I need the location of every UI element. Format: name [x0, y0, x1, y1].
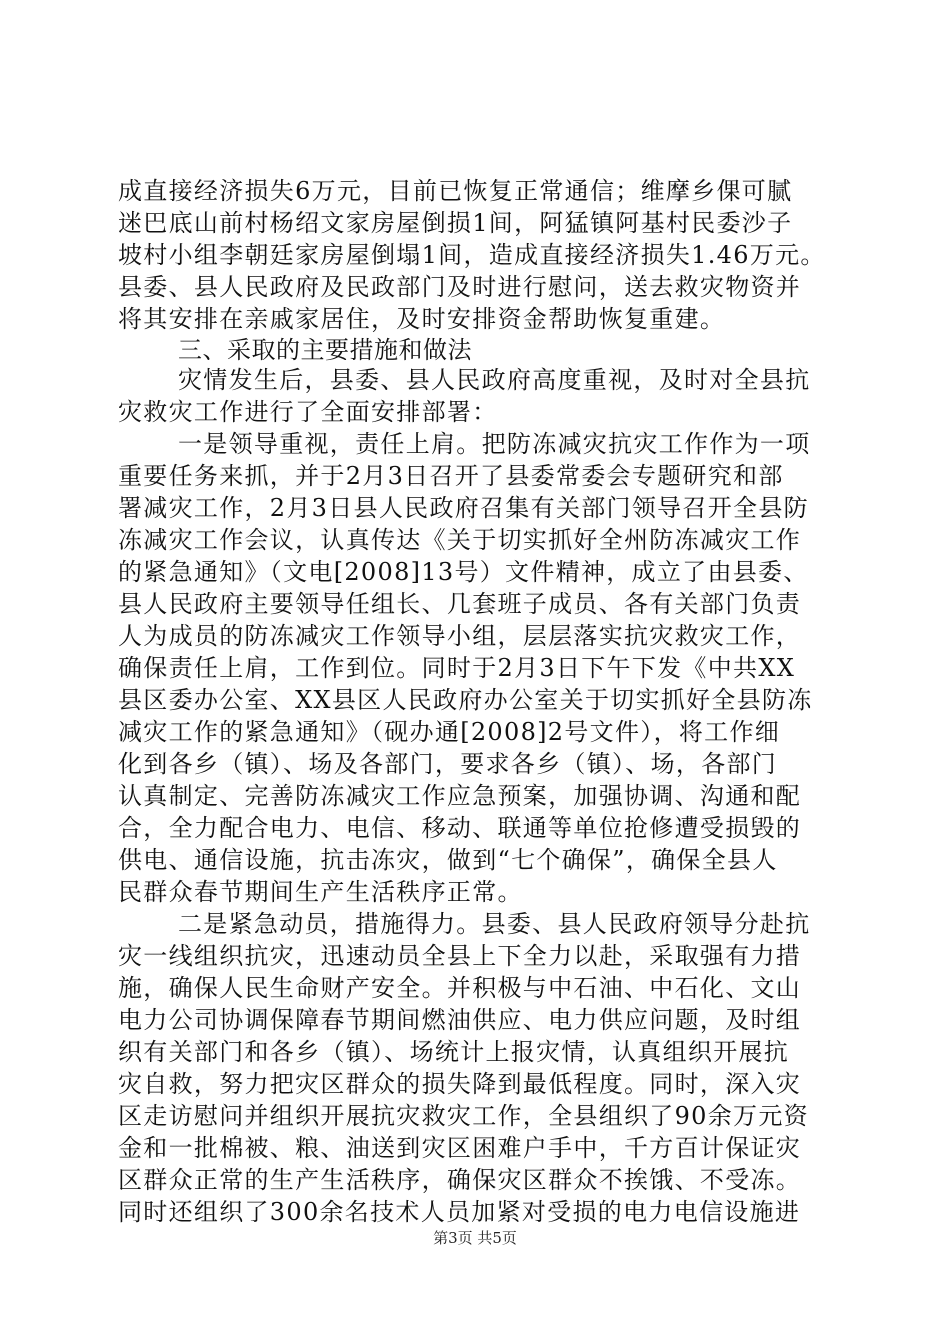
text-line: 施，确保人民生命财产安全。并积极与中石油、中石化、文山	[118, 974, 802, 1002]
text-line: 同时还组织了300余名技术人员加紧对受损的电力电信设施进	[118, 1198, 801, 1226]
text-line: 织有关部门和各乡（镇）、场统计上报灾情，认真组织开展抗	[118, 1038, 790, 1066]
page-number-footer: 第3页 共5页	[433, 1229, 517, 1247]
text-line: 区走访慰问并组织开展抗灾救灾工作，全县组织了90余万元资	[118, 1102, 809, 1130]
text-line: 认真制定、完善防冻减灾工作应急预案，加强协调、沟通和配	[118, 782, 802, 810]
text-line: 坡村小组李朝廷家房屋倒塌1间，造成直接经济损失1.46万元。	[118, 241, 826, 269]
text-line: 县区委办公室、XX县区人民政府办公室关于切实抓好全县防冻	[118, 686, 813, 714]
section-heading: 三、采取的主要措施和做法	[178, 336, 472, 364]
text-line: 二是紧急动员，措施得力。县委、县人民政府领导分赴抗	[178, 910, 811, 938]
text-line: 灾一线组织抗灾，迅速动员全县上下全力以赴，采取强有力措	[118, 942, 802, 970]
text-line: 确保责任上肩，工作到位。同时于2月3日下午下发《中共XX	[118, 654, 796, 682]
text-line: 县人民政府主要领导任组长、几套班子成员、各有关部门负责	[118, 590, 802, 618]
text-line: 人为成员的防冻减灾工作领导小组，层层落实抗灾救灾工作，	[118, 622, 802, 650]
text-line: 灾救灾工作进行了全面安排部署：	[118, 398, 498, 426]
text-line: 将其安排在亲戚家居住，及时安排资金帮助恢复重建。	[118, 305, 726, 333]
text-line: 灾自救，努力把灾区群众的损失降到最低程度。同时，深入灾	[118, 1070, 802, 1098]
text-line: 区群众正常的生产生活秩序，确保灾区群众不挨饿、不受冻。	[118, 1166, 802, 1194]
text-line: 供电、通信设施，抗击冻灾，做到“七个确保”，确保全县人	[118, 846, 778, 874]
text-line: 署减灾工作，2月3日县人民政府召集有关部门领导召开全县防	[118, 494, 809, 522]
text-line: 县委、县人民政府及民政部门及时进行慰问，送去救灾物资并	[118, 273, 802, 301]
text-line: 电力公司协调保障春节期间燃油供应、电力供应问题，及时组	[118, 1006, 802, 1034]
text-line: 的紧急通知》（文电[2008]13号）文件精神，成立了由县委、	[118, 558, 809, 586]
text-line: 迷巴底山前村杨绍文家房屋倒损1间，阿猛镇阿基村民委沙子	[118, 209, 793, 237]
text-line: 冻减灾工作会议，认真传达《关于切实抓好全州防冻减灾工作	[118, 526, 802, 554]
text-line: 金和一批棉被、粮、油送到灾区困难户手中，千方百计保证灾	[118, 1134, 802, 1162]
text-line: 民群众春节期间生产生活秩序正常。	[118, 878, 523, 906]
text-line: 成直接经济损失6万元，目前已恢复正常通信；维摩乡倮可腻	[118, 177, 793, 205]
text-line: 合，全力配合电力、电信、移动、联通等单位抢修遭受损毁的	[118, 814, 802, 842]
text-line: 重要任务来抓，并于2月3日召开了县委常委会专题研究和部	[118, 462, 784, 490]
text-line: 化到各乡（镇）、场及各部门，要求各乡（镇）、场，各部门	[118, 750, 778, 778]
text-line: 减灾工作的紧急通知》（砚办通[2008]2号文件），将工作细	[118, 718, 781, 746]
text-line: 灾情发生后，县委、县人民政府高度重视，及时对全县抗	[178, 366, 811, 394]
text-line: 一是领导重视，责任上肩。把防冻减灾抗灾工作作为一项	[178, 430, 811, 458]
